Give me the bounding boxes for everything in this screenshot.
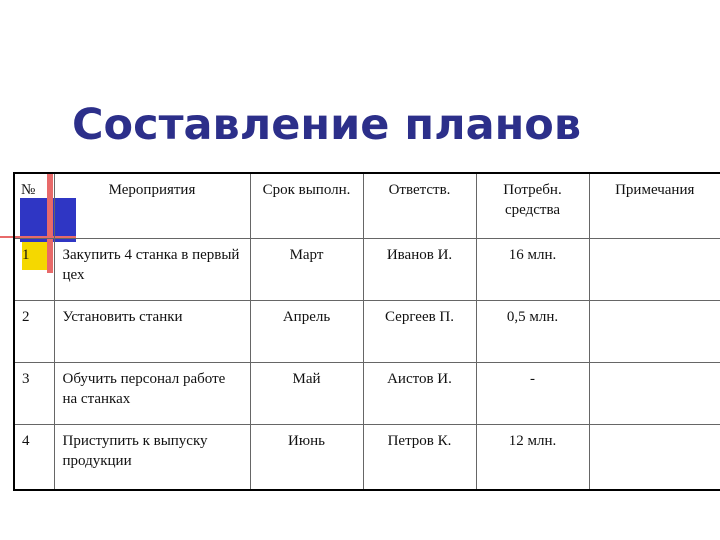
header-activity: Мероприятия [54,173,250,239]
row-num: 2 [14,301,54,363]
header-num: № [14,173,54,239]
table-row [14,363,720,425]
row-deadline: Июнь [250,425,363,491]
row-resources: - [476,363,589,425]
row-num: 4 [14,425,54,491]
header-resources: Потребн. средства [476,173,589,239]
row-deadline: Апрель [250,301,363,363]
header-responsible: Ответств. [363,173,476,239]
row-responsible: Петров К. [363,425,476,491]
row-responsible: Сергеев П. [363,301,476,363]
row-notes [589,239,720,301]
row-resources: 16 млн. [476,239,589,301]
row-resources: 12 млн. [476,425,589,491]
row-num: 3 [14,363,54,425]
row-resources: 0,5 млн. [476,301,589,363]
row-activity: Обучить персонал работе на станках [54,363,250,425]
row-responsible: Аистов И. [363,363,476,425]
table-row [14,301,720,363]
row-deadline: Март [250,239,363,301]
header-notes: Примечания [589,173,720,239]
row-notes [589,363,720,425]
table-row [14,425,720,491]
table-row [14,239,720,301]
table-header-row [14,173,720,239]
slide-title: Составление планов [72,100,582,150]
row-num: 1 [14,239,54,301]
row-activity: Приступить к выпуску продукции [54,425,250,491]
row-responsible: Иванов И. [363,239,476,301]
row-activity: Установить станки [54,301,250,363]
plan-table [13,172,720,491]
header-deadline: Срок выполн. [250,173,363,239]
row-activity: Закупить 4 станка в первый цех [54,239,250,301]
row-notes [589,301,720,363]
row-deadline: Май [250,363,363,425]
row-notes [589,425,720,491]
